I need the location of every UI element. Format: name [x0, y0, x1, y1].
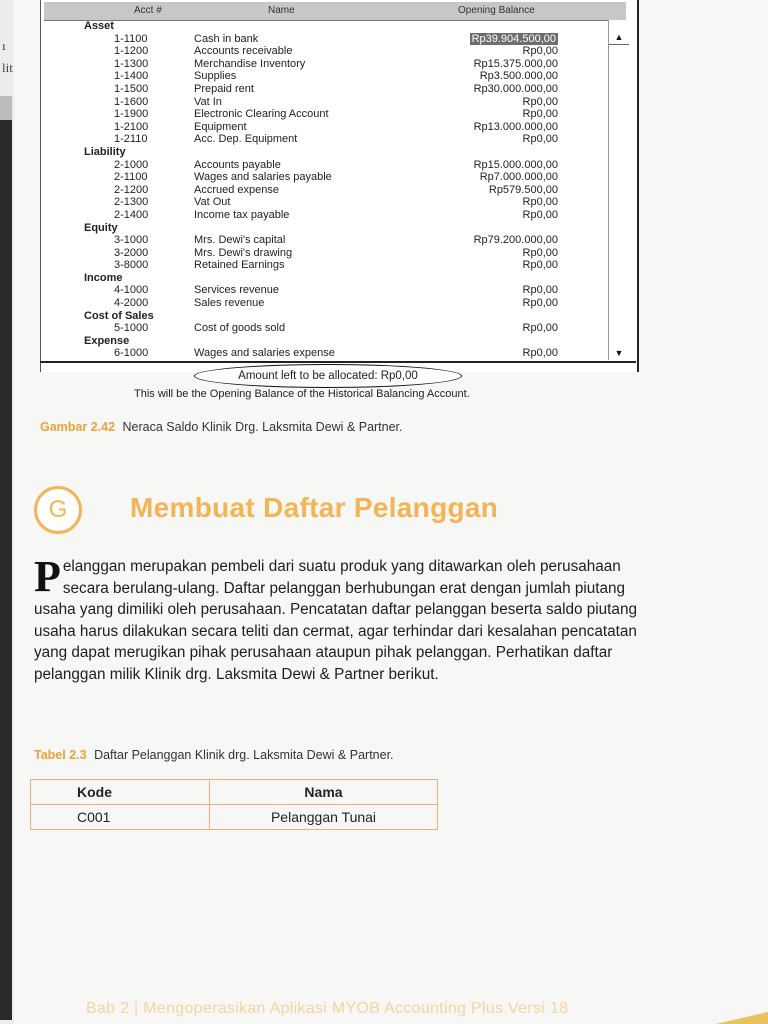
- group-label: Asset: [84, 20, 114, 32]
- opening-balance-field[interactable]: Rp0,00: [522, 45, 558, 58]
- figure-caption: [40, 420, 403, 434]
- account-number: 1-1400: [114, 70, 149, 83]
- account-name: Services revenue: [194, 284, 279, 297]
- account-group-row: [44, 222, 606, 235]
- account-group-row: [44, 310, 606, 323]
- account-row[interactable]: [44, 159, 606, 172]
- table-caption-text: Daftar Pelanggan Klinik drg. Laksmita Dewi & Partner.: [94, 748, 394, 762]
- account-name: Accrued expense: [194, 183, 279, 196]
- group-label: Cost of Sales: [84, 309, 154, 322]
- section-letter: G: [48, 496, 68, 523]
- account-name: Cash in bank: [194, 32, 259, 45]
- account-number: 1-1300: [114, 57, 149, 70]
- account-name: Mrs. Dewi's drawing: [194, 246, 293, 259]
- opening-balance-field[interactable]: Rp3.500.000,00: [479, 70, 558, 83]
- opening-balance-field[interactable]: Rp0,00: [522, 196, 558, 209]
- account-number: 1-1100: [114, 32, 148, 45]
- account-number: 3-1000: [114, 234, 149, 247]
- account-row[interactable]: [44, 184, 606, 197]
- opening-balance-field[interactable]: Rp0,00: [522, 297, 558, 310]
- account-group-row: [44, 272, 606, 285]
- opening-balance-field[interactable]: Rp0,00: [522, 108, 558, 121]
- grid-scrollbar[interactable]: [608, 20, 629, 360]
- account-name: Prepaid rent: [194, 82, 254, 95]
- account-name: Acc. Dep. Equipment: [194, 133, 298, 146]
- customer-code: C001: [31, 805, 210, 830]
- account-name: Accounts payable: [194, 158, 281, 171]
- customer-table: [30, 779, 438, 830]
- account-row[interactable]: [44, 121, 606, 134]
- customer-name: Pelanggan Tunai: [210, 805, 438, 830]
- account-row[interactable]: [44, 259, 606, 272]
- opening-balance-field[interactable]: Rp7.000.000,00: [479, 171, 558, 184]
- header-balance[interactable]: Opening Balance: [458, 5, 535, 16]
- account-name: Wages and salaries payable: [194, 171, 332, 184]
- section-letter-badge: [34, 486, 82, 534]
- table-header-row: [31, 780, 438, 805]
- account-name: Supplies: [194, 70, 237, 83]
- account-number: 5-1000: [114, 322, 149, 335]
- body-paragraph: [34, 552, 650, 686]
- header-name[interactable]: Name: [268, 5, 295, 16]
- window-bottom-border: [40, 361, 636, 363]
- account-number: 1-1600: [114, 95, 149, 108]
- scroll-down-icon[interactable]: ▼: [614, 348, 624, 358]
- opening-balance-field[interactable]: Rp15.375.000,00: [473, 57, 558, 70]
- account-group-row: [44, 20, 606, 33]
- account-row[interactable]: [44, 234, 606, 247]
- corner-decoration: [716, 1012, 768, 1024]
- account-row[interactable]: [44, 96, 606, 109]
- opening-balance-field[interactable]: Rp79.200.000,00: [473, 234, 558, 247]
- account-number: 1-2100: [114, 120, 149, 133]
- account-grid: [44, 20, 606, 360]
- account-row[interactable]: [44, 171, 606, 184]
- account-row[interactable]: [44, 284, 606, 297]
- opening-balance-field[interactable]: Rp0,00: [522, 322, 558, 335]
- account-name: Vat Out: [194, 196, 231, 209]
- account-row[interactable]: [44, 209, 606, 222]
- opening-balance-field[interactable]: Rp0,00: [522, 259, 558, 272]
- account-row[interactable]: [44, 83, 606, 96]
- account-row[interactable]: [44, 196, 606, 209]
- account-row[interactable]: [44, 70, 606, 83]
- account-number: 3-8000: [114, 259, 149, 272]
- header-kode: Kode: [31, 780, 210, 805]
- account-row[interactable]: [44, 133, 606, 146]
- account-name: Electronic Clearing Account: [194, 108, 329, 121]
- page-footer: Bab 2 | Mengoperasikan Aplikasi MYOB Accounting Plus Versi 18: [86, 1000, 569, 1017]
- paragraph-text: elanggan merupakan pembeli dari suatu produk yang ditawarkan oleh perusahaan secara berulang-ulang. Daftar pelanggan berhubungan erat dengan jumlah piutang usaha yang dimiliki oleh perusahaan. Pencatatan daftar pelanggan beserta saldo piutang usaha harus dilakukan secara teliti dan cermat, agar terhindar dari kesalahan pencatatan yang dapat merugikan pihak perusahaan ataupun pihak pelanggan. Perhatikan daftar pelanggan milik Klinik drg. Laksmita Dewi & Partner berikut.: [34, 558, 637, 683]
- scroll-up-icon[interactable]: ▲: [609, 30, 629, 45]
- account-name: Mrs. Dewi's capital: [194, 234, 286, 247]
- account-number: 2-1400: [114, 208, 149, 221]
- opening-balance-field[interactable]: Rp0,00: [522, 133, 558, 146]
- account-name: Cost of goods sold: [194, 322, 286, 335]
- drop-cap: P: [34, 552, 61, 601]
- opening-balance-field[interactable]: Rp30.000.000,00: [473, 82, 558, 95]
- figure-label: Gambar 2.42: [40, 420, 116, 434]
- table-label: Tabel 2.3: [34, 748, 87, 762]
- opening-balance-field[interactable]: Rp0,00: [522, 347, 558, 360]
- opening-balance-field[interactable]: Rp0,00: [522, 95, 558, 108]
- account-number: 2-1200: [114, 183, 149, 196]
- figure-text: Neraca Saldo Klinik Drg. Laksmita Dewi & Partner.: [122, 420, 403, 434]
- account-name: Sales revenue: [194, 297, 265, 310]
- section-heading: [34, 486, 654, 530]
- account-group-row: [44, 146, 606, 159]
- account-name: Wages and salaries expense: [194, 347, 335, 360]
- account-name: Equipment: [194, 120, 247, 133]
- account-number: 3-2000: [114, 246, 149, 259]
- opening-balance-field[interactable]: Rp39.904.500,00: [471, 32, 556, 45]
- account-row[interactable]: [44, 297, 606, 310]
- opening-balance-note: This will be the Opening Balance of the Historical Balancing Account.: [134, 388, 470, 400]
- account-name: Retained Earnings: [194, 259, 285, 272]
- amount-left-indicator: Amount left to be allocated: Rp0,00: [194, 364, 462, 388]
- account-number: 2-1000: [114, 158, 149, 171]
- account-group-row: [44, 335, 606, 348]
- account-number: 2-1300: [114, 196, 149, 209]
- account-number: 1-1900: [114, 108, 149, 121]
- group-label: Expense: [84, 334, 130, 347]
- group-label: Equity: [84, 221, 118, 234]
- opening-balance-field[interactable]: Rp0,00: [522, 284, 558, 297]
- margin-mark: ı: [2, 38, 6, 53]
- account-number: 6-1000: [114, 347, 149, 360]
- table-caption: [34, 748, 394, 762]
- opening-balance-field[interactable]: Rp579.500,00: [488, 183, 558, 196]
- opening-balance-field[interactable]: Rp0,00: [522, 246, 558, 259]
- left-page-bar: [0, 120, 12, 1020]
- opening-balance-field[interactable]: Rp0,00: [522, 208, 558, 221]
- left-page-edge: [0, 0, 14, 1024]
- opening-balance-field[interactable]: Rp15.000.000,00: [473, 158, 558, 171]
- account-name: Merchandise Inventory: [194, 57, 306, 70]
- account-row[interactable]: [44, 33, 606, 46]
- grid-header: [44, 2, 626, 21]
- account-number: 4-1000: [114, 284, 149, 297]
- header-acct[interactable]: Acct #: [134, 5, 162, 16]
- account-number: 2-1100: [114, 171, 148, 184]
- margin-mark: lit: [2, 60, 13, 75]
- account-number: 1-1500: [114, 82, 149, 95]
- account-number: 1-2110: [114, 133, 148, 146]
- section-title: Membuat Daftar Pelanggan: [130, 492, 499, 523]
- opening-balance-field[interactable]: Rp13.000.000,00: [473, 120, 558, 133]
- account-number: 1-1200: [114, 45, 149, 58]
- account-row[interactable]: [44, 108, 606, 121]
- group-label: Income: [84, 271, 123, 284]
- account-name: Accounts receivable: [194, 45, 293, 58]
- account-row[interactable]: [44, 347, 606, 360]
- account-name: Vat In: [194, 95, 222, 108]
- group-label: Liability: [84, 145, 126, 158]
- header-nama: Nama: [210, 780, 438, 805]
- account-name: Income tax payable: [194, 208, 290, 221]
- account-row[interactable]: [44, 247, 606, 260]
- account-number: 4-2000: [114, 297, 149, 310]
- account-row[interactable]: [44, 58, 606, 71]
- account-row[interactable]: [44, 322, 606, 335]
- left-page-tab: [0, 96, 12, 120]
- table-row: [31, 805, 438, 830]
- account-row[interactable]: [44, 45, 606, 58]
